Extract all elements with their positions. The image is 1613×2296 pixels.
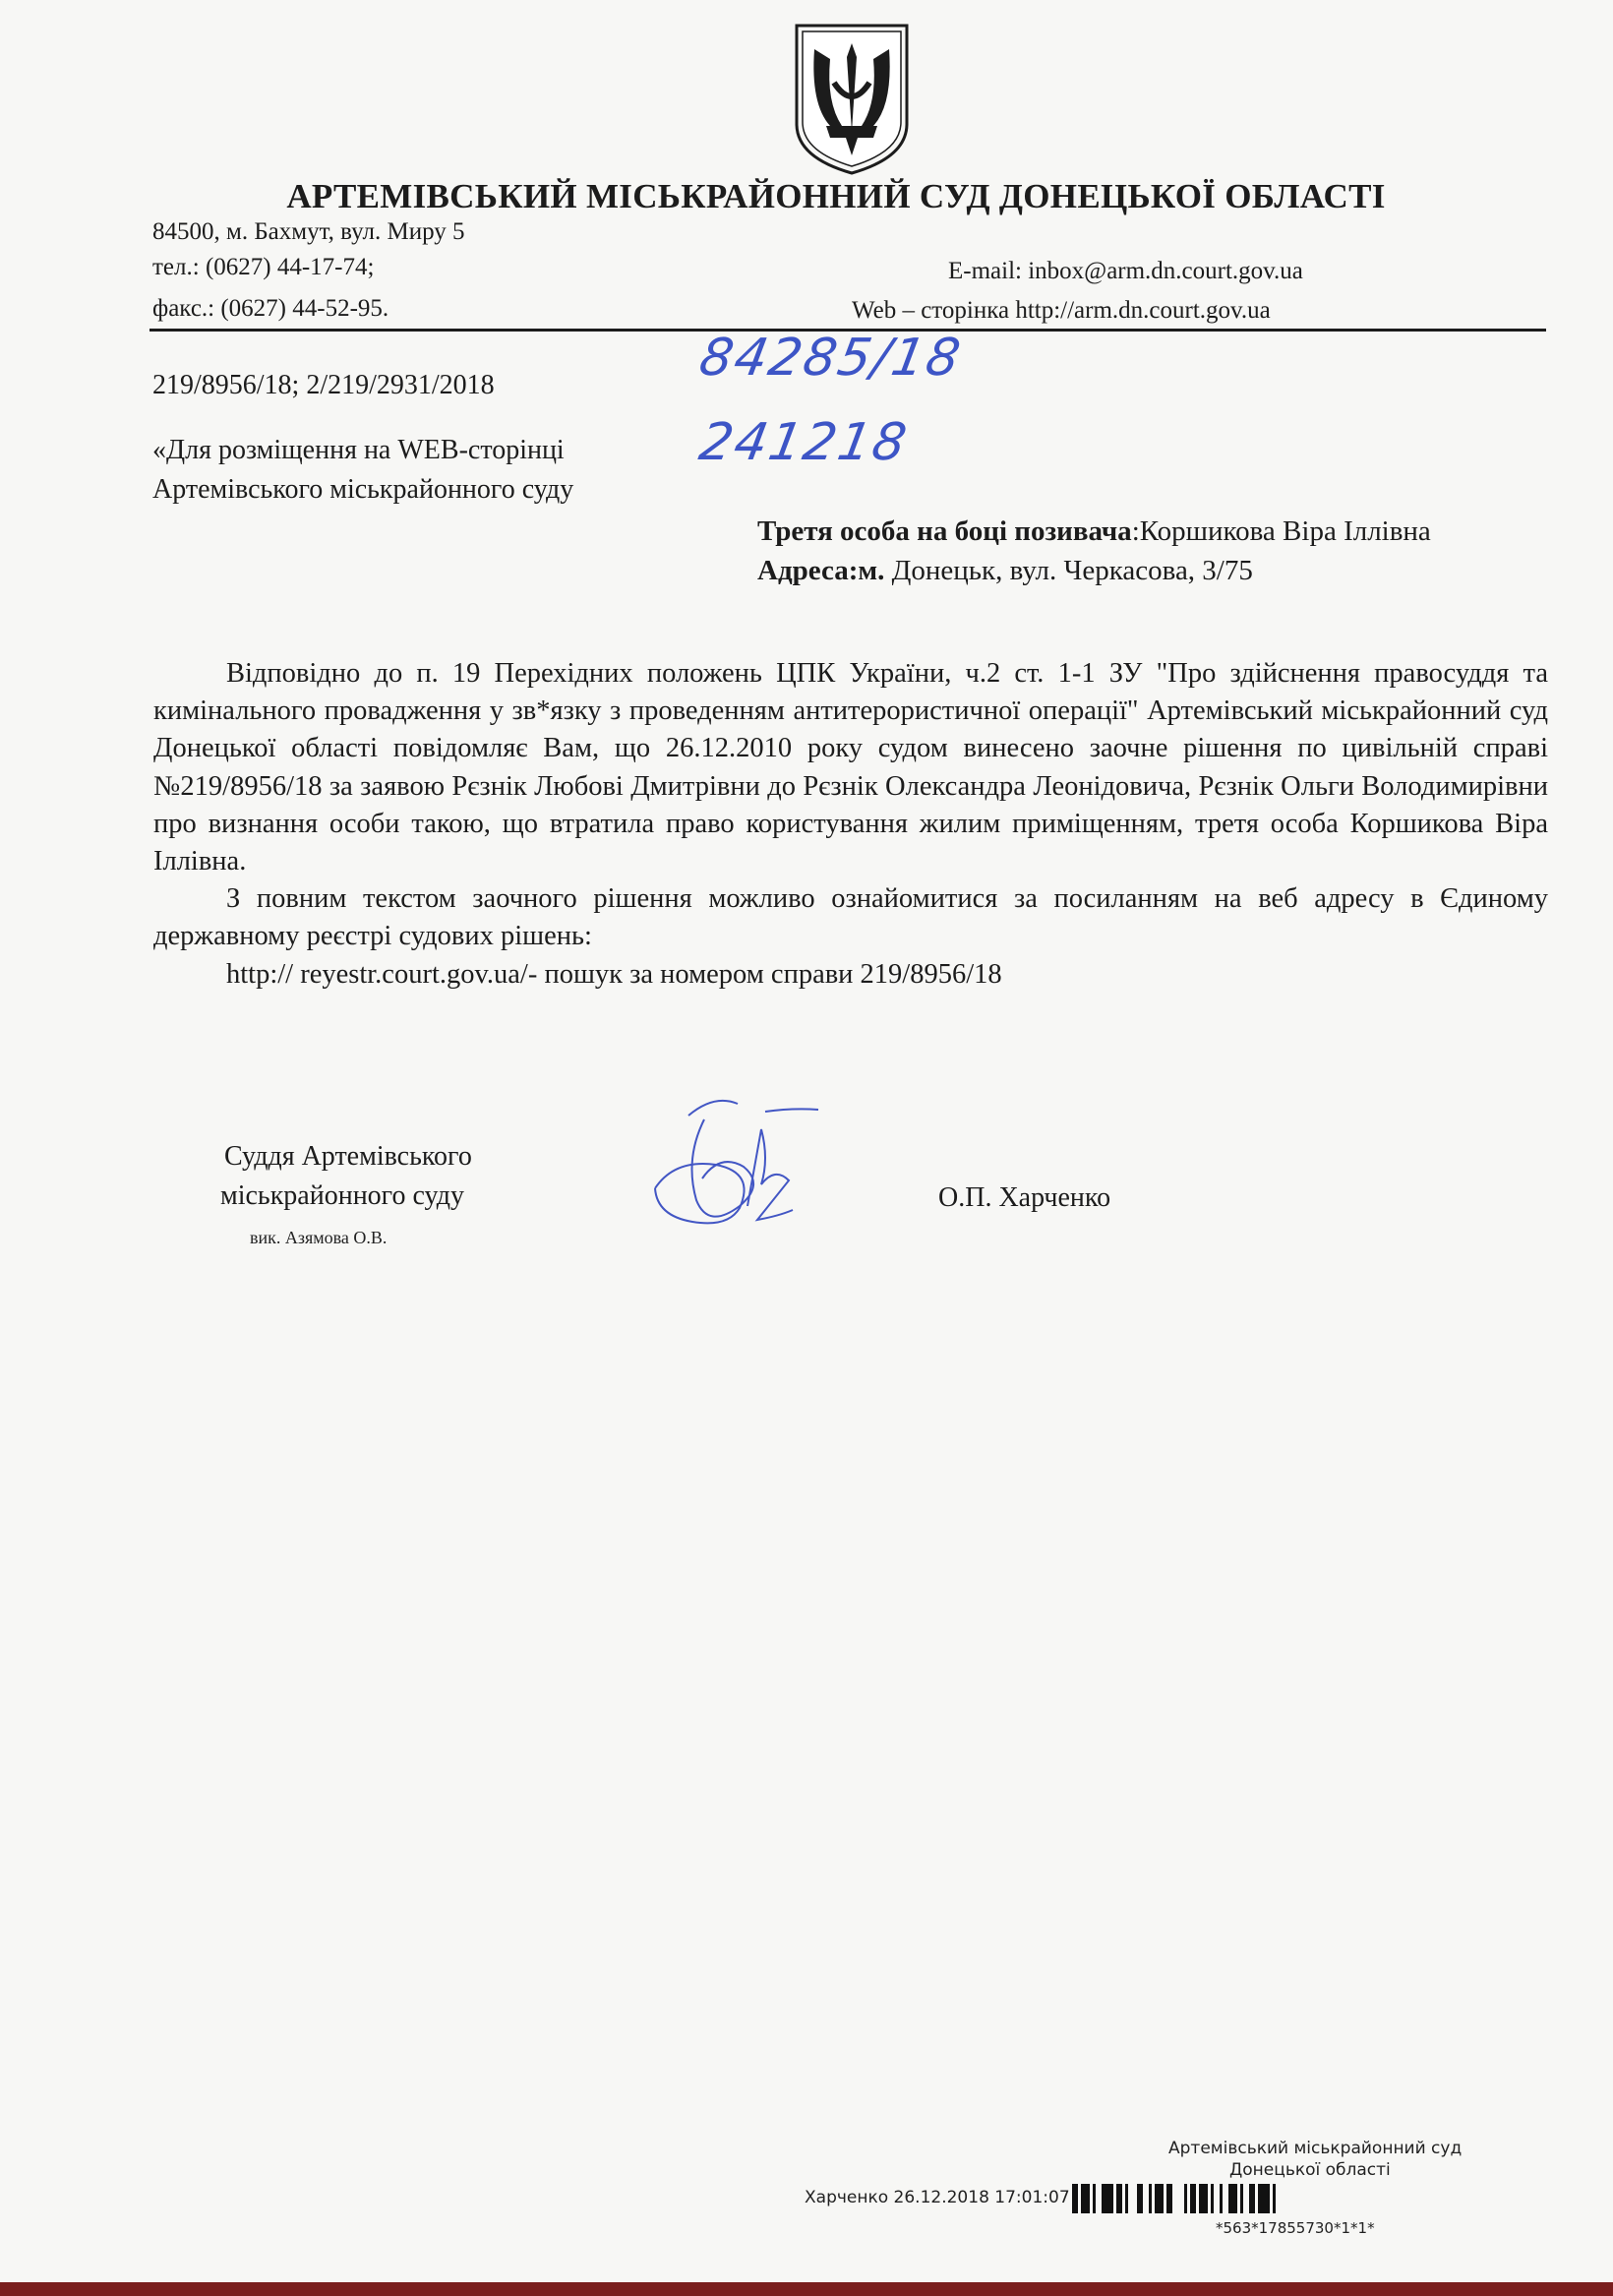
barcode-bar [1125,2184,1128,2213]
barcode-bar [1137,2184,1143,2213]
court-phone: тел.: (0627) 44-17-74; [152,254,375,280]
barcode-bar [1220,2184,1223,2213]
court-fax: факс.: (0627) 44-52-95. [152,295,389,322]
placement-note-line1: «Для розміщення на WEB-сторінці [152,435,565,465]
court-website: Web – сторінка http://arm.dn.court.gov.ua [852,297,1271,324]
placement-note-line2: Артемівського міськрайонного суду [152,474,574,505]
stamp-signed-by: Харченко 26.12.2018 17:01:07 [805,2188,1070,2207]
case-numbers: 219/8956/18; 2/219/2931/2018 [152,370,495,400]
stamp-court-line1: Артемівський міськрайонний суд [1168,2139,1463,2158]
barcode-bar [1249,2184,1255,2213]
barcode-bar [1093,2184,1096,2213]
stamp-court-line2: Донецької області [1229,2160,1391,2180]
court-address: 84500, м. Бахмут, вул. Миру 5 [152,218,465,245]
signatory-title-line1: Суддя Артемівського [224,1141,472,1172]
barcode-bar [1273,2184,1276,2213]
body-paragraph-2: З повним текстом заочного рішення можливо ознайомитися за посиланням на веб адресу в Єдиному державному реєстрі судових рішень: [153,883,1548,952]
barcode-bar [1184,2184,1187,2213]
barcode-bar [1199,2184,1208,2213]
barcode-bar [1081,2184,1090,2213]
barcode-bar [1258,2184,1270,2213]
court-email: E-mail: inbox@arm.dn.court.gov.ua [948,258,1303,284]
court-name-heading: АРТЕМІВСЬКИЙ МІСЬКРАЙОННИЙ СУД ДОНЕЦЬКОЇ ОБЛАСТІ [286,177,1386,215]
barcode-bar [1072,2184,1078,2213]
barcode-bar [1116,2184,1122,2213]
page-bottom-edge [0,2282,1613,2296]
handwritten-signature [645,1090,881,1247]
letter-body [153,655,1548,994]
recipient-line [757,515,1431,548]
barcode-bar [1240,2184,1243,2213]
trident-coat-of-arms-icon [791,22,913,175]
barcode-text: *563*17855730*1*1* [1216,2219,1375,2237]
barcode-bar [1190,2184,1196,2213]
barcode-bar [1155,2184,1164,2213]
barcode-bar [1102,2184,1113,2213]
body-paragraph-1: Відповідно до п. 19 Перехідних положень ЦПК України, ч.2 ст. 1-1 ЗУ "Про здійснення правосуддя та кимінального провадження у зв*язку з проведенням антитерористичної операції" Артемівський міськрайонний суд Донецької області повідомляє Вам, що 26.12.2010 року судом винесено заочне рішення по цивільній справі №219/8956/18 за заявою Рєзнік Любові Дмитрівни до Рєзнік Олександра Леонідовича, Рєзнік Ольги Володимирівни про визнання особи такою, що втратила право користування жилим приміщенням, третя особа Коршикова Віра Іллівна. [153,658,1548,877]
recipient-address: Донецьк, вул. Черкасова, 3/75 [884,555,1253,586]
handwritten-date: 241218 [694,413,913,472]
recipient-role-label: Третя особа на боці позивача [757,515,1132,547]
recipient-address-label: Адреса:м. [757,555,885,586]
executor-note: вик. Азямова О.В. [250,1228,388,1247]
barcode-bar [1149,2184,1152,2213]
barcode-bar [1228,2184,1237,2213]
judge-name: О.П. Харченко [938,1182,1111,1213]
registry-link-line: http:// reyestr.court.gov.ua/- пошук за номером справи 219/8956/18 [226,958,1002,990]
handwritten-registration-number: 84285/18 [694,329,967,388]
barcode-bar [1166,2184,1172,2213]
recipient-name: :Коршикова Віра Іллівна [1131,515,1431,547]
document-barcode [1072,2184,1548,2223]
recipient-address-line [757,555,1253,587]
barcode-bar [1211,2184,1214,2213]
signatory-title-line2: міськрайонного суду [220,1180,465,1211]
